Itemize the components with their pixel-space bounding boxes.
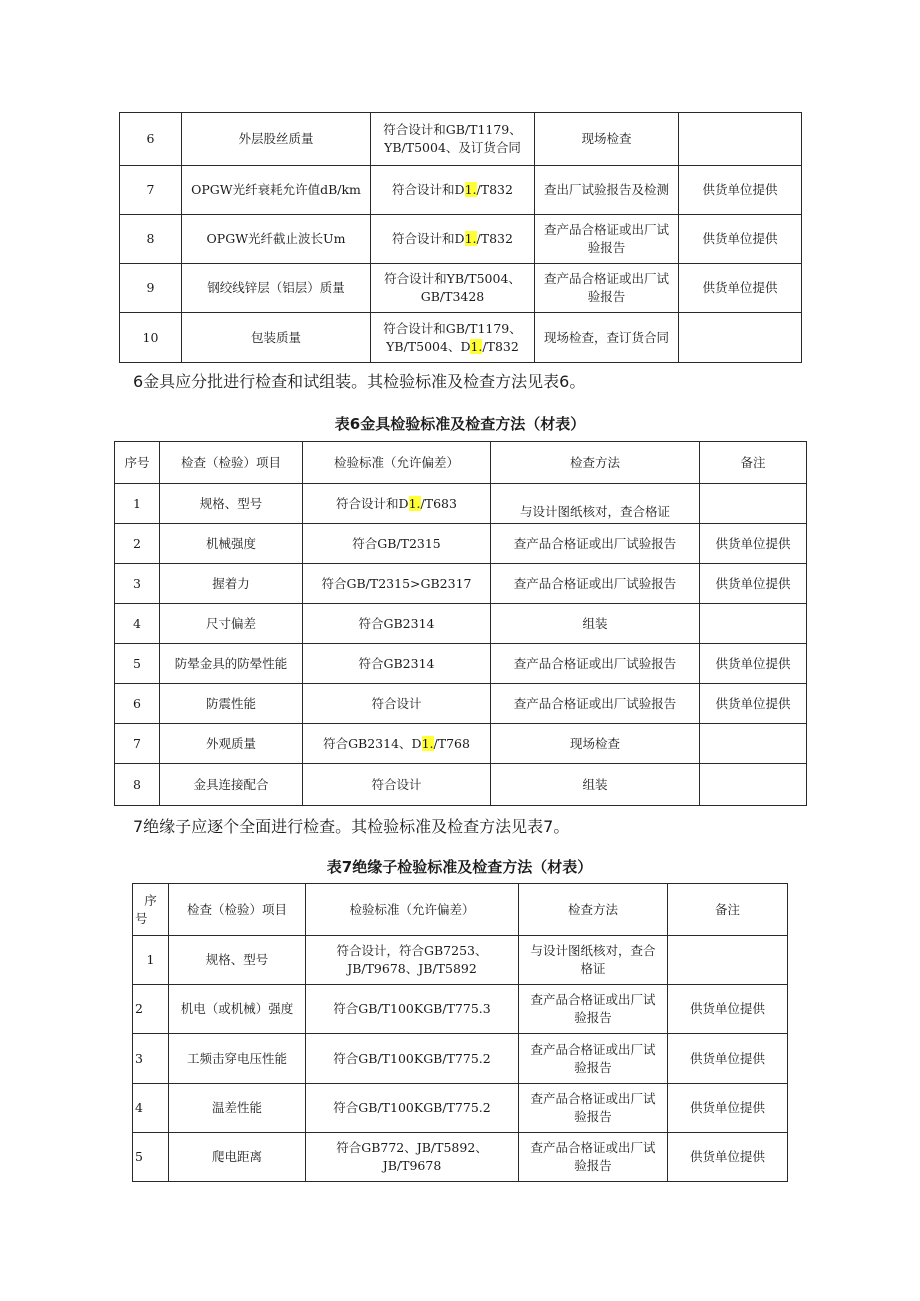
row-number: 6 bbox=[115, 684, 160, 724]
inspection-item: 外层股丝质量 bbox=[182, 113, 371, 166]
column-header: 备注 bbox=[668, 884, 788, 936]
table-header-row bbox=[115, 442, 807, 484]
inspection-method: 组装 bbox=[491, 764, 700, 806]
inspection-method: 与设计图纸核对，查合 格证 bbox=[519, 936, 668, 985]
row-number: 2 bbox=[133, 985, 169, 1034]
table-row bbox=[133, 936, 788, 985]
row-number: 1 bbox=[115, 484, 160, 524]
inspection-method: 查产品合格证或出厂试 验报告 bbox=[535, 215, 679, 264]
inspection-item: 工频击穿电压性能 bbox=[169, 1034, 306, 1084]
inspection-method: 现场检查 bbox=[491, 724, 700, 764]
row-number: 6 bbox=[120, 113, 182, 166]
remark: 供货单位提供 bbox=[668, 1034, 788, 1084]
remark: 供货单位提供 bbox=[700, 564, 807, 604]
inspection-standard: 符合设计和D1./T832 bbox=[371, 215, 535, 264]
inspection-method: 查产品合格证或出厂试验报告 bbox=[491, 524, 700, 564]
column-header: 检查（检验）项目 bbox=[160, 442, 303, 484]
paragraph-7: 7绝缘子应逐个全面进行检查。其检验标准及检查方法见表7。 bbox=[133, 817, 570, 836]
table-5 bbox=[119, 112, 802, 363]
row-number: 1 bbox=[133, 936, 169, 985]
table-row bbox=[115, 564, 807, 604]
row-number: 3 bbox=[115, 564, 160, 604]
table-row bbox=[120, 264, 802, 313]
remark bbox=[700, 604, 807, 644]
inspection-item: 握着力 bbox=[160, 564, 303, 604]
inspection-standard: 符合设计，符合GB7253、 JB/T9678、JB/T5892 bbox=[306, 936, 519, 985]
row-number: 7 bbox=[120, 166, 182, 215]
inspection-method: 查出厂试验报告及检测 bbox=[535, 166, 679, 215]
row-number: 5 bbox=[133, 1133, 169, 1182]
inspection-method: 查产品合格证或出厂试验报告 bbox=[491, 644, 700, 684]
inspection-item: 包装质量 bbox=[182, 313, 371, 363]
inspection-standard: 符合GB/T100KGB/T775.3 bbox=[306, 985, 519, 1034]
table-header-row bbox=[133, 884, 788, 936]
inspection-standard: 符合GB/T100KGB/T775.2 bbox=[306, 1034, 519, 1084]
table-row bbox=[115, 524, 807, 564]
inspection-standard: 符合设计和D1./T683 bbox=[303, 484, 491, 524]
remark bbox=[679, 113, 802, 166]
inspection-item: 机械强度 bbox=[160, 524, 303, 564]
inspection-item: 温差性能 bbox=[169, 1084, 306, 1133]
inspection-standard: 符合GB2314 bbox=[303, 604, 491, 644]
column-header: 检查（检验）项目 bbox=[169, 884, 306, 936]
inspection-item: OPGW光纤衰耗允许值dB/km bbox=[182, 166, 371, 215]
remark: 供货单位提供 bbox=[700, 644, 807, 684]
inspection-standard: 符合GB772、JB/T5892、JB/T9678 bbox=[306, 1133, 519, 1182]
inspection-standard: 符合设计和D1./T832 bbox=[371, 166, 535, 215]
inspection-method: 现场检查 bbox=[535, 113, 679, 166]
row-number: 8 bbox=[120, 215, 182, 264]
row-number: 2 bbox=[115, 524, 160, 564]
column-header: 检查方法 bbox=[491, 442, 700, 484]
column-header: 序 号 bbox=[133, 884, 169, 936]
table-row bbox=[120, 113, 802, 166]
inspection-method: 查产品合格证或出厂试 验报告 bbox=[519, 1034, 668, 1084]
remark bbox=[700, 764, 807, 806]
table-row bbox=[120, 215, 802, 264]
inspection-item: 防晕金具的防晕性能 bbox=[160, 644, 303, 684]
remark bbox=[700, 724, 807, 764]
remark: 供货单位提供 bbox=[679, 166, 802, 215]
inspection-standard: 符合设计和GB/T1179、 YB/T5004、及订货合同 bbox=[371, 113, 535, 166]
table-row bbox=[115, 764, 807, 806]
table-row bbox=[133, 1084, 788, 1133]
table-row bbox=[133, 1034, 788, 1084]
table-row bbox=[115, 724, 807, 764]
highlighted-text: 1. bbox=[464, 231, 477, 246]
remark: 供货单位提供 bbox=[668, 1084, 788, 1133]
remark: 供货单位提供 bbox=[700, 684, 807, 724]
table-row bbox=[115, 604, 807, 644]
inspection-item: OPGW光纤截止波长Um bbox=[182, 215, 371, 264]
column-header: 备注 bbox=[700, 442, 807, 484]
inspection-standard: 符合设计 bbox=[303, 684, 491, 724]
inspection-method: 查产品合格证或出厂试验报告 bbox=[491, 684, 700, 724]
inspection-method: 查产品合格证或出厂试 验报告 bbox=[519, 985, 668, 1034]
table-row bbox=[120, 313, 802, 363]
column-header: 检验标准（允许偏差） bbox=[303, 442, 491, 484]
inspection-standard: 符合GB/T2315>GB2317 bbox=[303, 564, 491, 604]
table-row bbox=[115, 484, 807, 524]
remark: 供货单位提供 bbox=[700, 524, 807, 564]
inspection-item: 机电（或机械）强度 bbox=[169, 985, 306, 1034]
inspection-item: 尺寸偏差 bbox=[160, 604, 303, 644]
column-header: 检验标准（允许偏差） bbox=[306, 884, 519, 936]
row-number: 8 bbox=[115, 764, 160, 806]
highlighted-text: 1. bbox=[464, 182, 477, 197]
row-number: 4 bbox=[133, 1084, 169, 1133]
inspection-method: 查产品合格证或出厂试 验报告 bbox=[519, 1084, 668, 1133]
remark: 供货单位提供 bbox=[679, 215, 802, 264]
row-number: 7 bbox=[115, 724, 160, 764]
table-row bbox=[133, 1133, 788, 1182]
row-number: 4 bbox=[115, 604, 160, 644]
row-number: 10 bbox=[120, 313, 182, 363]
table-row bbox=[115, 684, 807, 724]
inspection-standard: 符合GB/T100KGB/T775.2 bbox=[306, 1084, 519, 1133]
inspection-method: 现场检查，查订货合同 bbox=[535, 313, 679, 363]
remark: 供货单位提供 bbox=[668, 985, 788, 1034]
inspection-method: 与设计图纸核对，查合格证 bbox=[491, 484, 700, 524]
inspection-standard: 符合设计和GB/T1179、 YB/T5004、D1./T832 bbox=[371, 313, 535, 363]
remark bbox=[700, 484, 807, 524]
table-row bbox=[115, 644, 807, 684]
inspection-item: 外观质量 bbox=[160, 724, 303, 764]
inspection-method: 查产品合格证或出厂试验报告 bbox=[491, 564, 700, 604]
inspection-standard: 符合GB2314 bbox=[303, 644, 491, 684]
inspection-standard: 符合GB/T2315 bbox=[303, 524, 491, 564]
table-7 bbox=[132, 883, 788, 1182]
inspection-method: 组装 bbox=[491, 604, 700, 644]
remark: 供货单位提供 bbox=[679, 264, 802, 313]
column-header: 序号 bbox=[115, 442, 160, 484]
inspection-method: 查产品合格证或出厂试 验报告 bbox=[519, 1133, 668, 1182]
inspection-item: 爬电距离 bbox=[169, 1133, 306, 1182]
table-6 bbox=[114, 441, 807, 806]
inspection-item: 钢绞线锌层（铝层）质量 bbox=[182, 264, 371, 313]
inspection-method: 查产品合格证或出厂试 验报告 bbox=[535, 264, 679, 313]
inspection-standard: 符合GB2314、D1./T768 bbox=[303, 724, 491, 764]
column-header: 检查方法 bbox=[519, 884, 668, 936]
inspection-item: 防震性能 bbox=[160, 684, 303, 724]
remark bbox=[679, 313, 802, 363]
row-number: 3 bbox=[133, 1034, 169, 1084]
table-6-caption: 表6金具检验标准及检查方法（材表） bbox=[334, 415, 586, 433]
inspection-item: 规格、型号 bbox=[160, 484, 303, 524]
table-7-caption: 表7绝缘子检验标准及检查方法（材表） bbox=[326, 858, 593, 876]
row-number: 9 bbox=[120, 264, 182, 313]
highlighted-text: 1. bbox=[408, 495, 421, 511]
remark bbox=[668, 936, 788, 985]
table-row bbox=[133, 985, 788, 1034]
remark: 供货单位提供 bbox=[668, 1133, 788, 1182]
inspection-item: 金具连接配合 bbox=[160, 764, 303, 806]
highlighted-text: 1. bbox=[470, 338, 483, 354]
inspection-standard: 符合设计和YB/T5004、 GB/T3428 bbox=[371, 264, 535, 313]
inspection-item: 规格、型号 bbox=[169, 936, 306, 985]
inspection-standard: 符合设计 bbox=[303, 764, 491, 806]
highlighted-text: 1. bbox=[421, 735, 434, 751]
table-row bbox=[120, 166, 802, 215]
row-number: 5 bbox=[115, 644, 160, 684]
paragraph-6: 6金具应分批进行检查和试组装。其检验标准及检查方法见表6。 bbox=[133, 372, 586, 391]
